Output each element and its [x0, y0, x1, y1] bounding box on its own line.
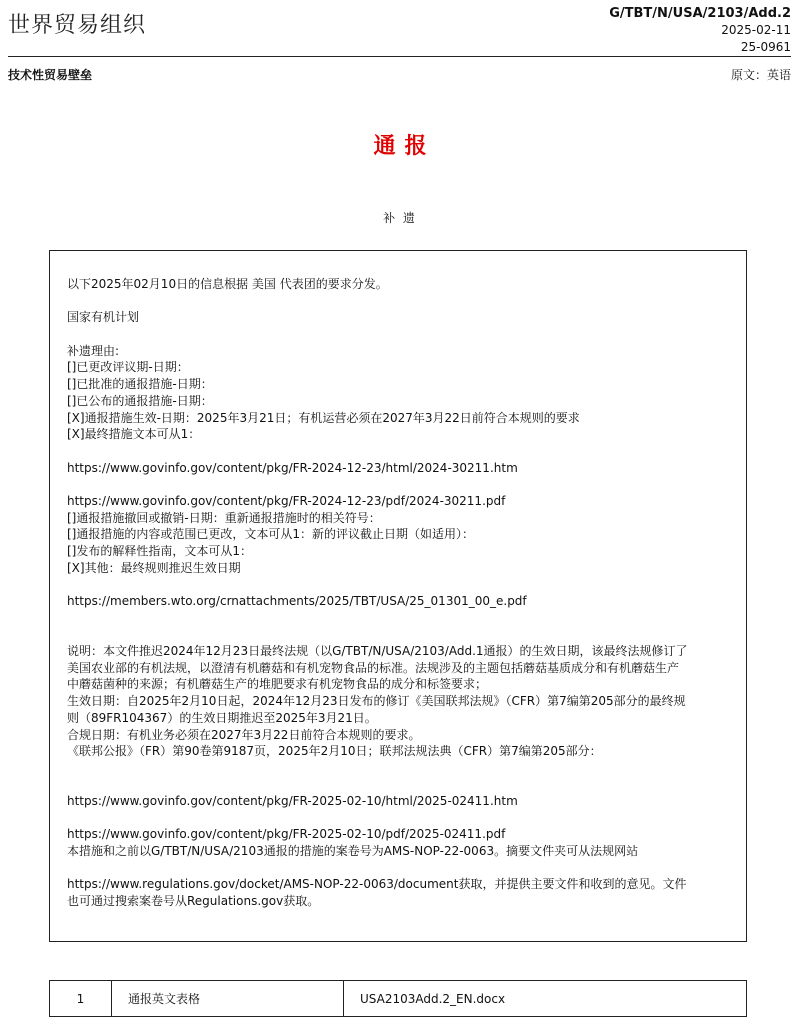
- spacer: [67, 860, 729, 877]
- description-line: 《联邦公报》（FR）第90卷第9187页，2025年2月10日；联邦法规法典（CFR）第7编第205部分：: [67, 744, 602, 759]
- fr-html-2025-link[interactable]: https://www.govinfo.gov/content/pkg/FR-2025-02-10/html/2025-02411.htm: [67, 793, 518, 808]
- doc-date: 2025-02-11: [721, 23, 791, 37]
- org-title: 世界贸易组织: [8, 13, 147, 38]
- description-line: 生效日期：自2025年2月10日起，2024年12月23日发布的修订《美国联邦法规》（CFR）第7编第205部分的最终规: [67, 694, 686, 709]
- notification-content: [67, 276, 729, 910]
- reason-item: []通报措施的内容或范围已更改，文本可从1：新的评议截止日期（如适用）：: [67, 527, 475, 542]
- intro-line: 以下2025年02月10日的信息根据 美国 代表团的要求分发。: [67, 277, 388, 291]
- reason-item: []已更改评议期-日期：: [67, 360, 189, 375]
- spacer: [67, 760, 729, 793]
- reason-item: [X]最终措施文本可从1：: [67, 427, 201, 442]
- attachment-title: 通报英文表格: [112, 981, 344, 1016]
- spacer: [67, 326, 729, 343]
- attachment-table: [49, 980, 747, 1017]
- regulations-line: 也可通过搜索案卷号从Regulations.gov获取。: [67, 894, 320, 909]
- description-line: 则（89FR104367）的生效日期推迟至2025年3月21日。: [67, 710, 377, 725]
- program-name: 国家有机计划: [67, 310, 140, 325]
- fr-html-2024-link[interactable]: https://www.govinfo.gov/content/pkg/FR-2024-12-23/html/2024-30211.htm: [67, 460, 518, 475]
- reason-item: []已批准的通报措施-日期：: [67, 377, 213, 392]
- attachment-file-link[interactable]: USA2103Add.2_EN.docx: [360, 991, 506, 1006]
- spacer: [67, 443, 729, 460]
- fr-pdf-2025-link[interactable]: https://www.govinfo.gov/content/pkg/FR-2025-02-10/pdf/2025-02411.pdf: [67, 827, 506, 842]
- wto-attachment-link[interactable]: https://members.wto.org/crnattachments/2025/TBT/USA/25_01301_00_e.pdf: [67, 594, 527, 609]
- fr-pdf-2024-link[interactable]: https://www.govinfo.gov/content/pkg/FR-2024-12-23/pdf/2024-30211.pdf: [67, 494, 506, 509]
- description-line: 说明：本文件推迟2024年12月23日最终法规（以G/TBT/N/USA/2103/Add.1通报）的生效日期，该最终法规修订了: [67, 643, 688, 658]
- regulations-link-line[interactable]: https://www.regulations.gov/docket/AMS-NOP-22-0063/document获取，并提供主要文件和收到的意见。文件: [67, 877, 687, 892]
- header-rule: [8, 56, 791, 57]
- reason-item: []通报措施撤回或撤销-日期：重新通报措施时的相关符号：: [67, 510, 381, 525]
- description-line: 美国农业部的有机法规，以澄清有机蘑菇和有机宠物食品的标准。法规涉及的主题包括蘑菇基质成分和有机蘑菇生产: [67, 660, 680, 675]
- doc-symbol: G/TBT/N/USA/2103/Add.2: [609, 6, 791, 21]
- doc-type-title: 通报: [373, 134, 436, 159]
- committee-label: 技术性贸易壁垒: [8, 68, 93, 82]
- reason-item: []发布的解释性指南，文本可从1：: [67, 544, 252, 559]
- notification-box: [49, 250, 747, 942]
- spacer: [67, 610, 729, 643]
- description-line: 合规日期：有机业务必须在2027年3月22日前符合本规则的要求。: [67, 727, 421, 742]
- original-language: 原文：英语: [730, 68, 791, 82]
- attachment-number: 1: [50, 981, 112, 1016]
- reasons-title: 补遗理由:: [67, 343, 120, 358]
- spacer: [67, 293, 729, 310]
- spacer: [67, 476, 729, 493]
- reason-item: [X]通报措施生效-日期：2025年3月21日；有机运营必须在2027年3月22日前符合本规则的要求: [67, 410, 580, 425]
- docket-line: 本措施和之前以G/TBT/N/USA/2103通报的措施的案卷号为AMS-NOP-22-0063。摘要文件夹可从法规网站: [67, 844, 639, 858]
- description-line: 中蘑菇菌种的来源；有机蘑菇生产的堆肥要求有机宠物食品的成分和标签要求；: [67, 677, 488, 692]
- doc-number: 25-0961: [740, 40, 791, 54]
- reason-item: [X]其他：最终规则推迟生效日期: [67, 560, 241, 575]
- doc-subtype: 补 遗: [383, 211, 417, 225]
- spacer: [67, 810, 729, 827]
- spacer: [67, 577, 729, 594]
- reason-item: []已公布的通报措施-日期：: [67, 393, 213, 408]
